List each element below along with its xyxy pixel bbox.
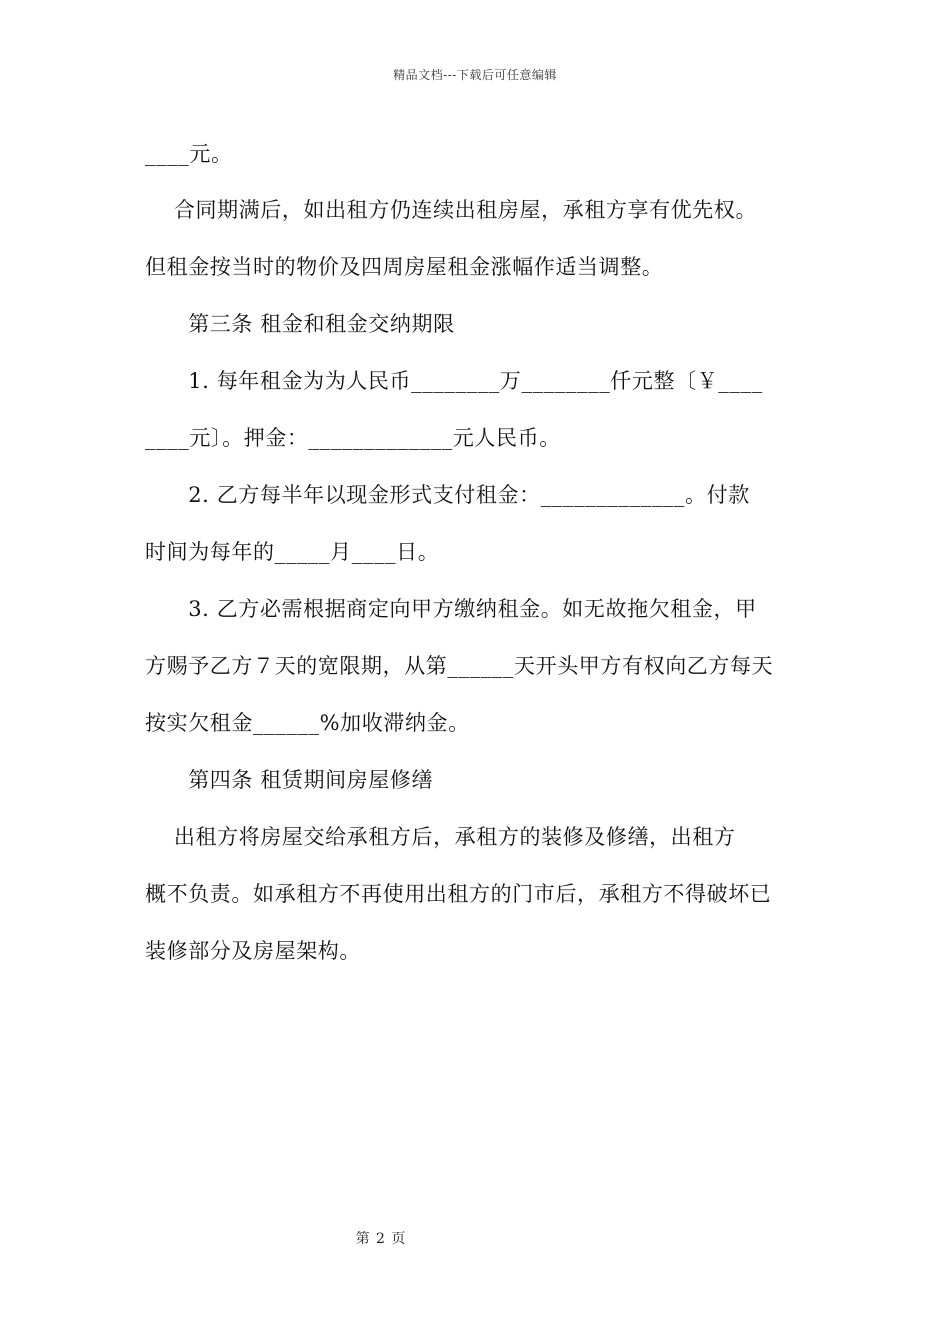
body-line-4: 第三条 租金和租金交纳期限 — [145, 312, 455, 336]
body-line-5: 1. 每年租金为为人民币________万________仟元整〔￥____ — [145, 369, 763, 393]
body-line-3: 但租金按当时的物价及四周房屋租金涨幅作适当调整。 — [145, 255, 664, 279]
page-number: 第 2 页 — [355, 1231, 407, 1247]
body-line-9: 3. 乙方必需根据商定向甲方缴纳租金。如无故拖欠租金，甲 — [145, 597, 757, 621]
body-line-13: 出租方将房屋交给承租方后，承租方的装修及修缮，出租方 — [145, 825, 736, 849]
body-line-7: 2. 乙方每半年以现金形式支付租金：_____________。付款 — [145, 483, 750, 507]
body-line-12: 第四条 租赁期间房屋修缮 — [145, 768, 434, 792]
body-line-6: ____元〕。押金：_____________元人民币。 — [145, 426, 561, 450]
body-line-14: 概不负责。如承租方不再使用出租方的门市后，承租方不得破坏已 — [145, 882, 772, 906]
body-line-11: 按实欠租金______%加收滞纳金。 — [145, 711, 470, 735]
body-line-1: ____元。 — [145, 142, 233, 166]
body-line-15: 装修部分及房屋架构。 — [145, 939, 361, 963]
page-header: 精品文档---下载后可任意编辑 — [393, 68, 557, 82]
body-line-2: 合同期满后，如出租方仍连续出租房屋，承租方享有优先权。 — [145, 198, 758, 222]
body-line-8: 时间为每年的_____月____日。 — [145, 540, 440, 564]
body-line-10: 方赐予乙方７天的宽限期，从第______天开头甲方有权向乙方每天 — [145, 654, 774, 678]
